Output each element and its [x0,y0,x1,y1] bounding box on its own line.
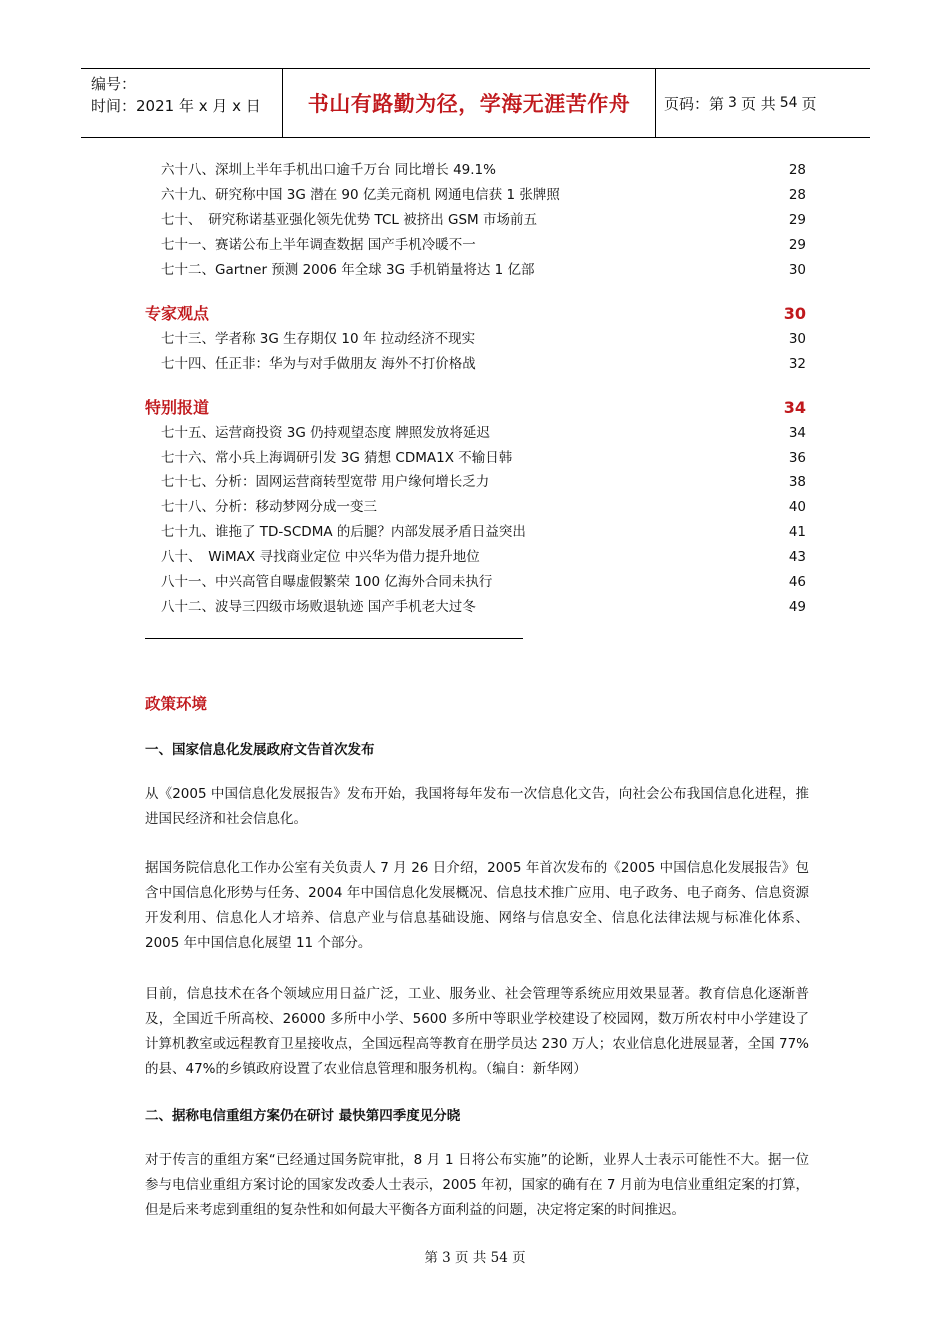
toc-entry[interactable] [161,234,806,256]
toc-entry-title: 七十六、常小兵上海调研引发 3G 猜想 CDMA1X 不输日韩 [161,450,513,466]
paragraph: 对于传言的重组方案“已经通过国务院审批，8 月 1 日将公布实施”的论断，业界人士表示可能性不大。据一位参与电信业重组方案讨论的国家发改委人士表示，2005 年初，国家的确有在 7 月前为电信业重组定案的打算，但是后来考虑到重组的复杂性和如何最大平衡各方面利益的问题，决定将定案的时间推迟。 [145,1152,809,1218]
toc-section-page: 34 [783,398,806,417]
toc-entry-page: 29 [788,237,806,253]
toc-entry-title: 八十、 WiMAX 寻找商业定位 中兴华为借力提升地位 [161,549,480,565]
toc-entry-page: 30 [788,262,806,278]
toc-entry-title: 七十八、分析：移动梦网分成一变三 [161,499,377,515]
paragraph: 从《2005 中国信息化发展报告》发布开始，我国将每年发布一次信息化文告，向社会公布我国信息化进程，推进国民经济和社会信息化。 [145,786,809,827]
toc-entry-title: 七十七、分析：固网运营商转型宽带 用户缘何增长乏力 [161,474,490,490]
toc-entry[interactable] [161,422,806,444]
toc-entry[interactable] [161,184,806,206]
page-total: 54 [779,95,798,111]
page-footer: 第 3 页 共 54 页 [424,1250,526,1266]
toc-entry[interactable] [161,496,806,518]
toc-section-title: 特别报道 [145,398,210,417]
page-label: 页码：第 [664,94,725,113]
toc-entry-title: 八十一、中兴高管自曝虚假繁荣 100 亿海外合同未执行 [161,574,493,590]
toc-entry-title: 七十四、任正非：华为与对手做朋友 海外不打价格战 [161,356,476,372]
section-heading: 政策环境 [145,695,208,713]
toc-entry[interactable] [161,447,806,469]
page-mid: 页 共 [740,94,776,113]
toc-entry-page: 29 [788,212,806,228]
toc-divider [145,638,523,639]
header-page-info [656,69,870,137]
article-title: 一、国家信息化发展政府文告首次发布 [145,742,375,758]
toc-entry[interactable] [161,328,806,350]
page-end: 页 [801,94,817,113]
toc-entry-title: 六十八、深圳上半年手机出口逾千万台 同比增长 49.1% [161,162,496,178]
header-motto: 书山有路勤为径，学海无涯苦作舟 [282,69,656,137]
toc-entry-page: 38 [788,474,806,490]
toc-entry-page: 36 [788,450,806,466]
toc-entry-title: 七十三、学者称 3G 生存期仅 10 年 拉动经济不现实 [161,331,476,347]
toc-entry[interactable] [161,353,806,375]
toc-entry[interactable] [161,546,806,568]
toc-entry-page: 30 [788,331,806,347]
toc-entry-page: 43 [788,549,806,565]
toc-entry-title: 八十二、波导三四级市场败退轨迹 国产手机老大过冬 [161,599,476,615]
time-label: 时间：2021 年 x 月 x 日 [91,97,261,115]
paragraph: 目前，信息技术在各个领域应用日益广泛，工业、服务业、社会管理等系统应用效果显著。教育信息化逐渐普及，全国近千所高校、26000 多所中小学、5600 多所中等职业学校建设了校园网，数万所农村中小学建设了计算机教室或远程教育卫星接收点，全国远程高等教育在册学员达 230 万人；农业信息化进展显著，全国 77%的县、47%的乡镇政府设置了农业信息管理和服务机构。（编自：新华网） [145,986,809,1077]
page-header [81,68,870,138]
serial-label: 编号： [91,75,137,93]
toc-entry-page: 41 [788,524,806,540]
toc-entry-page: 34 [788,425,806,441]
toc-entry[interactable] [161,159,806,181]
toc-entry-title: 七十五、运营商投资 3G 仍持观望态度 牌照发放将延迟 [161,425,490,441]
header-info [81,69,282,137]
toc-section-special[interactable] [145,395,806,421]
toc-entry-page: 40 [788,499,806,515]
paragraph: 据国务院信息化工作办公室有关负责人 7 月 26 日介绍，2005 年首次发布的《2005 中国信息化发展报告》包含中国信息化形势与任务、2004 年中国信息化发展概况、信息技术推广应用、电子政务、电子商务、信息资源开发利用、信息化人才培养、信息产业与信息基础设施、网络与信息安全、信息化法律法规与标准化体系、2005 年中国信息化展望 11 个部分。 [145,860,809,951]
toc-entry-title: 七十九、谁拖了 TD-SCDMA 的后腿？内部发展矛盾日益突出 [161,524,526,540]
toc-entry-page: 28 [788,162,806,178]
toc-entry-page: 46 [788,574,806,590]
toc-entry-title: 七十二、Gartner 预测 2006 年全球 3G 手机销量将达 1 亿部 [161,262,535,278]
article-title: 二、据称电信重组方案仍在研讨 最快第四季度见分晓 [145,1108,461,1124]
toc-entry[interactable] [161,596,806,618]
toc-entry[interactable] [161,571,806,593]
toc-entry-page: 28 [788,187,806,203]
toc-entry-page: 49 [788,599,806,615]
toc-entry[interactable] [161,471,806,493]
toc-section-expert[interactable] [145,301,806,327]
toc-entry[interactable] [161,259,806,281]
toc-entry-title: 七十、 研究称诺基亚强化领先优势 TCL 被挤出 GSM 市场前五 [161,212,537,228]
toc-entry[interactable] [161,521,806,543]
toc-entry[interactable] [161,209,806,231]
toc-section-title: 专家观点 [145,304,210,323]
toc-entry-title: 七十一、赛诺公布上半年调查数据 国产手机冷暖不一 [161,237,476,253]
toc-entry-title: 六十九、研究称中国 3G 潜在 90 亿美元商机 网通电信获 1 张牌照 [161,187,560,203]
page-current: 3 [728,95,737,111]
toc-section-page: 30 [783,304,806,323]
toc-entry-page: 32 [788,356,806,372]
